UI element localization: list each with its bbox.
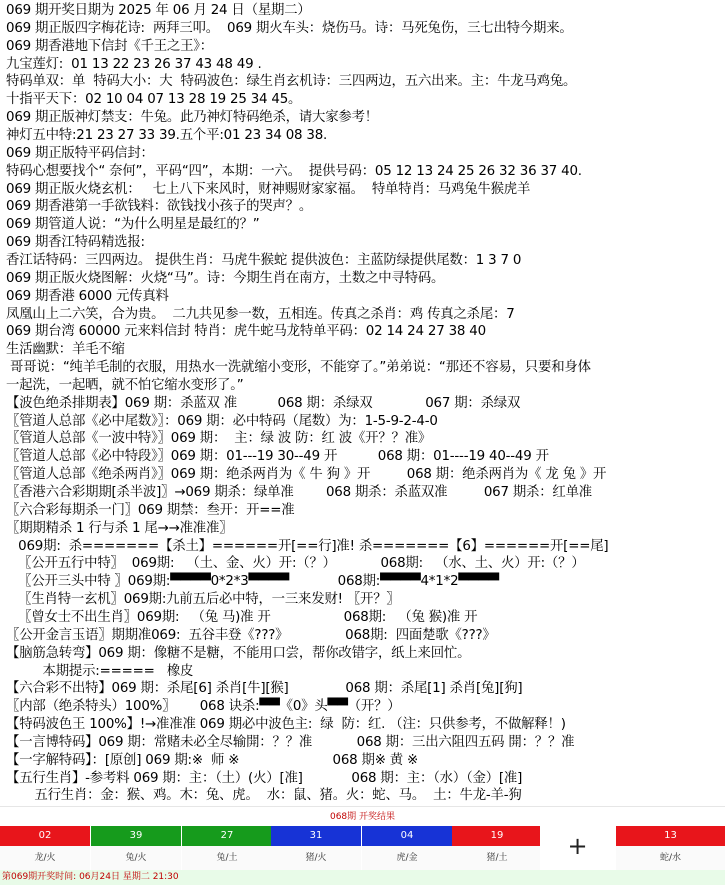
text-line: 一起洗，一起晒，就不怕它缩水变形了。” (6, 377, 244, 393)
text-line: 特码心想要找个“ 奈何”，平码“四”，本期：一六。 提供号码：05 12 13 24 25 26 32 36 37 40. (6, 163, 582, 179)
draw-result-balls (0, 826, 725, 870)
text-line: 〖公开三头中特 〗069期:▀▀▀▀0*2*3▀▀▀▀ 068期:▀▀▀▀4*1*2▀▀▀▀ (6, 574, 499, 590)
text-line: 十指平天下：02 10 04 07 13 28 19 25 34 45。 (6, 92, 302, 108)
text-line: 〖期期精杀 1 行与杀 1 尾→→准准准〗 (6, 520, 233, 536)
text-line: 069 期管道人说：“为什么明星是最红的？” (6, 217, 260, 233)
special-ball (616, 826, 725, 870)
text-line: 【波色绝杀排期表】069 期：杀蓝双 准 068 期：杀绿双 067 期：杀绿双 (6, 395, 521, 411)
text-line: 特码单双：单 特码大小：大 特码波色：绿生肖玄机诗：三四两边，五六出来。主：牛龙马鸡兔。 (6, 74, 577, 90)
text-line: 【特码波色王 100%】!→准准准 069 期必中波色主: 绿 防：红. （注：只供参考，不做解释！) (6, 717, 566, 732)
text-line: 069 期正版神灯禁支：牛兔。此乃神灯特码绝杀，请大家参考！ (6, 110, 378, 126)
ball-zodiac: 龙/火 (34, 853, 56, 863)
text-line: 069 期正版四字梅花诗: 两拜三叩。 069 期火车头：烧伤马。诗：马死兔伤，三七出特今期来。 (6, 20, 573, 36)
text-line: 【一字解特码】：[原创] 069 期:※ 师 ※ 068 期※ 黄 ※ (6, 752, 419, 768)
text-line: 069 期台湾 60000 元来料信封 特肖：虎牛蛇马龙特单平码：02 14 24 27 38 40 (6, 324, 486, 340)
draw-result-title: 068期 开奖结果 (329, 812, 396, 822)
ball-number: 19 (452, 826, 542, 846)
text-line: 〖管道人总部《必中尾数》〗：069 期：必中特码（尾数）为：1-5-9-2-4-0 (6, 413, 438, 429)
plus-icon: + (540, 826, 615, 870)
ball-number: 27 (182, 826, 272, 846)
text-line: 069 期开奖日期为 2025 年 06 月 24 日（星期二） (6, 3, 311, 18)
ball-number: 39 (91, 826, 181, 846)
text-line: 〖六合彩每期杀一门〗069 期禁：叁开：开==准 (6, 502, 295, 518)
text-line: 神灯五中特:21 23 27 33 39.五个平:01 23 34 08 38. (6, 128, 328, 143)
text-line: 069 期香港第一手欲钱料：欲钱找小孩子的哭声？。 (6, 199, 313, 215)
text-line: 【一言博特码】069 期：常赌未必全尽输開：？？准 068 期：三出六阻四五码 開：？？准 (6, 734, 575, 750)
text-line: 【五行生肖】-参考料 069 期：主：（土）(火）[准] 068 期：主：（水）（金）[准] (6, 770, 523, 786)
text-line: 【脑筋急转弯】069 期：像糖不是糖，不能用口尝，帮你改错字，纸上来回忙。 (6, 645, 471, 661)
ball-zodiac: 兔/火 (125, 853, 147, 863)
text-line: 069 期香港地下信封《千王之王》： (6, 38, 213, 54)
result-ball-6 (452, 826, 542, 870)
text-line: 〖公开五行中特〗 069期: （土、金、火）开:（？） 068期: （水、土、火）开:（？） (6, 556, 585, 572)
text-line: 〖公开金言玉语〗期期准069: 五谷丰登《???》 068期: 四面楚歌《???》 (6, 627, 496, 643)
ball-number: 31 (271, 826, 361, 846)
text-line: 〖曾女士不出生肖〗069期: （兔 马)准 开 068期: （兔 猴)准 开 (6, 609, 478, 625)
draw-time-status: 第069期开奖时间: 06月24日 星期二 21:30 (0, 870, 725, 885)
text-line: 〖生肖特一玄机〗069期:九前五后必中特，一三来发财! 〖开？〗 (6, 592, 400, 608)
result-ball-5 (362, 826, 452, 870)
text-line: 生活幽默：羊毛不缩 (6, 342, 125, 358)
text-line: 069期: 杀=======【杀土】======开[==行]准! 杀=======【6】======开[==尾] (6, 538, 609, 554)
ball-zodiac: 蛇/水 (659, 853, 682, 863)
text-line: 069 期正版火烧玄机： 七上八下来风时，财神赐财家家福。 特单特肖：马鸡兔牛猴虎羊 (6, 181, 531, 197)
draw-result-header (0, 806, 725, 825)
ball-zodiac: 兔/土 (216, 853, 238, 863)
text-line: 〖管道人总部《一波中特》〗069 期： 主：绿 波 防：红 波《开？？准》 (6, 431, 432, 447)
text-line: 〖香港六合彩期期[杀半波]〗→069 期杀：绿单准 068 期杀：杀蓝双准 067 期杀：红单准 (6, 485, 592, 500)
text-line: 本期提示:===== 橡皮 (6, 663, 194, 679)
ball-zodiac: 虎/金 (396, 853, 418, 863)
ball-zodiac: 猪/火 (305, 853, 327, 863)
text-line: 069 期正版特平码信封： (6, 145, 154, 161)
result-ball-4 (271, 826, 361, 870)
text-line: 【六合彩不出特】069 期：杀尾[6] 杀肖[牛][猴] 068 期：杀尾[1] 杀肖[兔][狗] (6, 681, 523, 697)
text-line: 五行生肖：金：猴、鸡。木：兔、虎。 水：鼠、猪。火：蛇、马。 土：牛龙-羊-狗 (6, 788, 522, 804)
text-line: 069 期香江特码精选报: (6, 235, 145, 251)
text-line: 〖内部（绝杀特头）100%〗 068 诀杀:▀▀《0》头▀▀（开？） (6, 699, 401, 715)
text-line: 哥哥说：“纯羊毛制的衣服，用热水一洗就缩小变形，不能穿了。”弟弟说：“那还不容易，只要和身体 (6, 360, 591, 375)
text-line: 香江话特码：三四两边。 提供生肖：马虎牛猴蛇 提供波色：主蓝防绿提供尾数：1 3 7 0 (6, 252, 522, 268)
text-line: 〖管道人总部《绝杀两肖》〗069 期：绝杀两肖为《 牛 狗 》开 068 期：绝杀两肖为《 龙 兔 》开 (6, 467, 607, 483)
text-line: 九宝莲灯: 01 13 22 23 26 37 43 48 49 . (6, 56, 262, 72)
ball-number: 02 (0, 826, 90, 846)
result-ball-2 (91, 826, 181, 870)
result-ball-3 (182, 826, 272, 870)
result-ball-1 (0, 826, 90, 870)
text-line: 〖管道人总部《必中特段》〗069 期：01---19 30--49 开 068 期：01----19 40--49 开 (6, 449, 549, 465)
ball-zodiac: 猪/土 (486, 853, 508, 863)
text-line: 069 期香港 6000 元传真料 (6, 288, 169, 304)
text-line: 凤凰山上二六笑，合为贵。 二九共见参一数，五相连。传真之杀肖：鸡 传真之杀尾：7 (6, 306, 515, 322)
ball-number: 04 (362, 826, 452, 846)
text-line: 069 期正版火烧图解：火烧“马”。诗：今期生肖在南方，土数之中寻特码。 (6, 270, 445, 286)
ball-number: 13 (616, 826, 725, 846)
